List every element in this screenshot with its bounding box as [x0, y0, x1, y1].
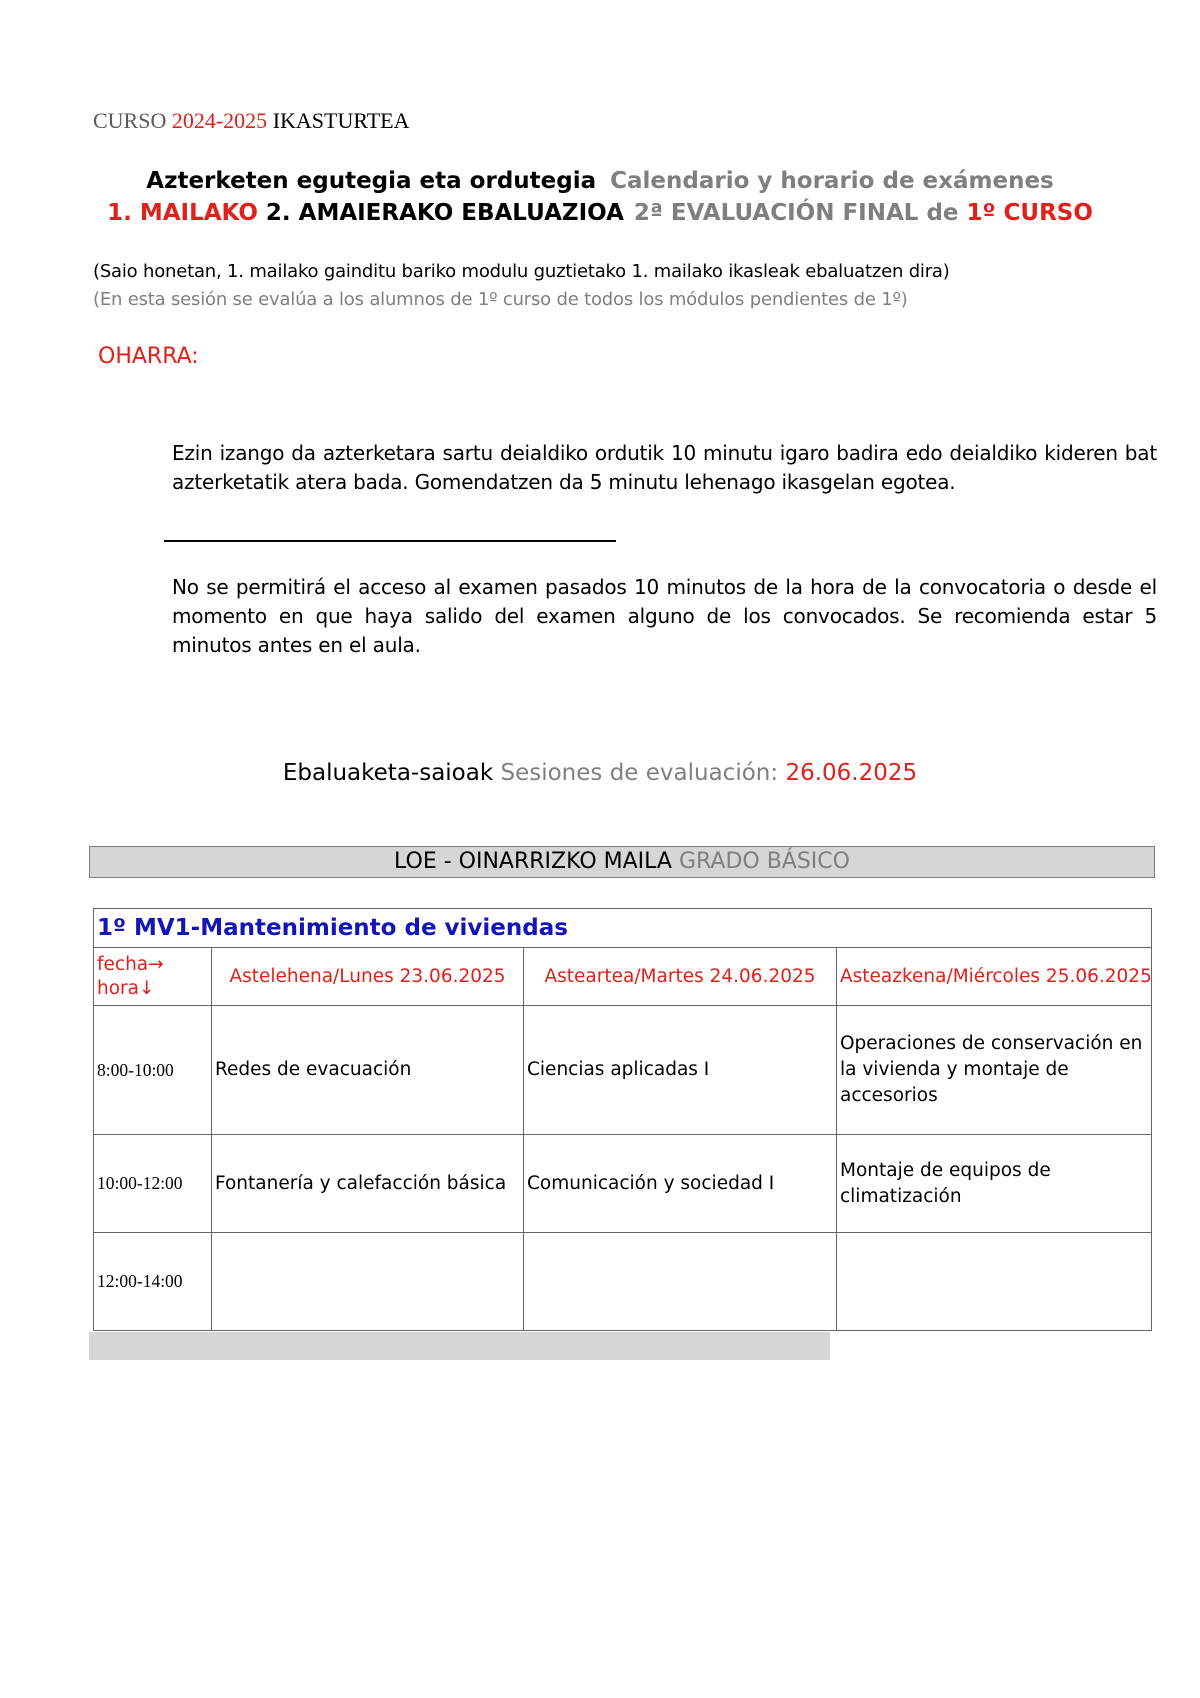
session-note-eu: (Saio honetan, 1. mailako gainditu bariko modulu guztietako 1. mailako ikasleak ebaluatzen dira)	[93, 261, 950, 282]
oharra-text-eu: Ezin izango da azterketara sartu deialdiko ordutik 10 minutu igaro badira edo deialdiko kideren bat azterketatik atera bada. Gomendatzen da 5 minutu lehenago ikasgelan egotea.	[172, 441, 1157, 494]
corner-time-label: hora↓	[97, 977, 155, 999]
exam-cell	[524, 1233, 837, 1331]
exam-cell: Comunicación y sociedad I	[524, 1135, 837, 1233]
exam-cell	[212, 1233, 524, 1331]
time-slot: 12:00-14:00	[94, 1233, 212, 1331]
sesiones-label-es: Sesiones de evaluación:	[500, 760, 779, 786]
exam-cell: Operaciones de conservación en la vivienda y montaje de accesorios	[837, 1006, 1152, 1135]
curso-years: 2024-2025	[171, 108, 268, 133]
course-title: 1º MV1-Mantenimiento de viviendas	[94, 909, 1152, 948]
exam-cell: Redes de evacuación	[212, 1006, 524, 1135]
day-header-wednesday: Asteazkena/Miércoles 25.06.2025	[837, 948, 1152, 1006]
exam-cell	[837, 1233, 1152, 1331]
exam-cell: Montaje de equipos de climatización	[837, 1135, 1152, 1233]
evaluation-session-line	[0, 760, 1200, 786]
level-eu: LOE - OINARRIZKO MAILA	[394, 849, 672, 874]
course-year-line	[93, 108, 409, 134]
level-bar	[89, 846, 1155, 878]
corner-cell	[94, 948, 212, 1006]
exam-cell: Ciencias aplicadas I	[524, 1006, 837, 1135]
course-es: 1º CURSO	[966, 200, 1093, 226]
divider	[164, 540, 616, 542]
corner-date-label: fecha→	[97, 953, 164, 975]
sesiones-label-eu: Ebaluaketa-saioak	[282, 760, 494, 786]
grey-strip	[89, 1332, 830, 1360]
exam-cell: Fontanería y calefacción básica	[212, 1135, 524, 1233]
table-row	[94, 1006, 1152, 1135]
title-eu: Azterketen egutegia eta ordutegia	[146, 168, 597, 194]
table-header-row	[94, 948, 1152, 1006]
table-row	[94, 1233, 1152, 1331]
time-slot: 8:00-10:00	[94, 1006, 212, 1135]
time-slot: 10:00-12:00	[94, 1135, 212, 1233]
oharra-label: OHARRA:	[98, 344, 199, 369]
day-header-tuesday: Asteartea/Martes 24.06.2025	[524, 948, 837, 1006]
sesiones-date: 26.06.2025	[785, 760, 918, 786]
eval-eu: 2. AMAIERAKO EBALUAZIOA	[265, 200, 624, 226]
exam-schedule-table	[93, 908, 1152, 1331]
eval-es: 2ª EVALUACIÓN FINAL de	[633, 200, 959, 226]
table-row	[94, 1135, 1152, 1233]
title-line-1	[0, 168, 1200, 194]
title-es: Calendario y horario de exámenes	[610, 168, 1054, 194]
curso-prefix: CURSO	[93, 108, 167, 133]
session-note-es: (En esta sesión se evalúa a los alumnos de 1º curso de todos los módulos pendientes de 1º)	[93, 289, 908, 310]
title-line-2	[0, 200, 1200, 226]
oharra-text-es: No se permitirá el acceso al examen pasados 10 minutos de la hora de la convocatoria o desde el momento en que haya salido del examen alguno de los convocados. Se recomienda estar 5 minutos antes en el aula.	[172, 575, 1157, 657]
day-header-monday: Astelehena/Lunes 23.06.2025	[212, 948, 524, 1006]
curso-suffix: IKASTURTEA	[272, 108, 410, 133]
level-es: GRADO BÁSICO	[678, 849, 850, 874]
level-eu: 1. MAILAKO	[107, 200, 258, 226]
